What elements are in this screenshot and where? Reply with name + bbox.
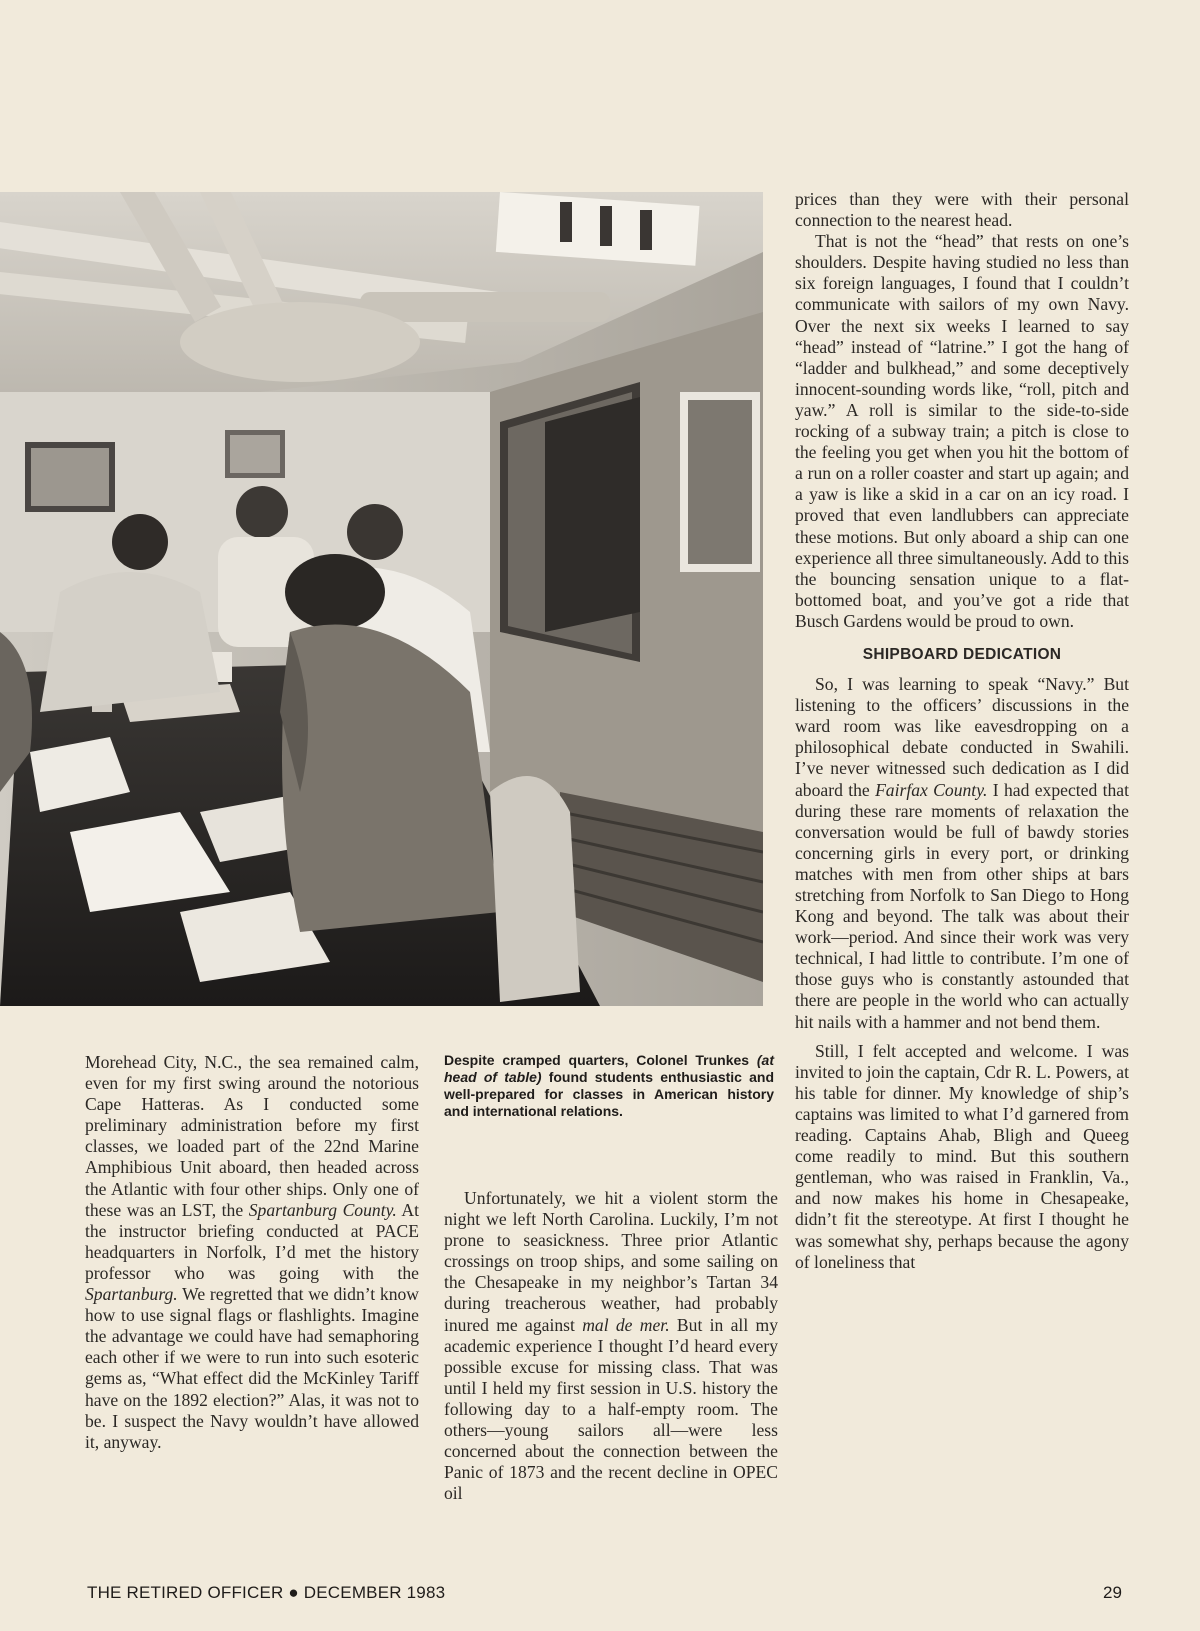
paragraph <box>444 1188 778 1504</box>
text-run: I had expected that during these rare moments of relaxation the conversation would be full of bawdy stories concerning girls in every port, or drinking matches with men from other ships at bars stretching from Norfolk to San Diego to Hong Kong and beyond. The talk was about their work—period. And since their work was very technical, I had little to contribute. I’m one of those guys who is constantly astounded that there are people in the world who can actually hit nails with a hammer and not bend them. <box>795 779 1129 1032</box>
ship-name: Spartanburg. <box>85 1284 178 1305</box>
photo-caption <box>444 1052 774 1120</box>
text-run: We regretted that we didn’t know how to use signal flags or flashlights. Imagine the advantage we could have had semaphoring each other if we were to run into such esoteric gems as, “What effect did the McKinley Tariff have on the 1892 election?” Alas, it was not to be. I suspect the Navy wouldn’t have allowed it, anyway. <box>85 1284 419 1452</box>
caption-rest: found students enthusiastic and well-prepared for classes in American history and international relations. <box>444 1069 774 1119</box>
photo-illustration <box>0 192 763 1006</box>
section-subhead: SHIPBOARD DEDICATION <box>862 645 1062 663</box>
foreign-phrase: mal de mer. <box>582 1314 670 1335</box>
text-run: So, I was learning to speak “Navy.” But listening to the officers’ discussions in the ward room was like eavesdropping on a philosophical debate conducted in Swahili. I’ve never witnessed such dedication as I did aboard the <box>795 674 1129 800</box>
text-run: At the instructor briefing conducted at PACE headquarters in Norfolk, I’d met the history professor who was going with the <box>85 1199 419 1283</box>
article-photo <box>0 192 763 1006</box>
ship-name: Spartanburg County. <box>248 1199 397 1220</box>
article-column-right <box>795 189 1129 1273</box>
paragraph <box>795 674 1129 1033</box>
text-run: But in all my academic experience I thought I’d heard every possible excuse for missing class. That was until I held my first session in U.S. history the following day to a half-empty room. The others—young sailors all—were less concerned about the connection between the Panic of 1873 and the recent decline in OPEC oil <box>444 1314 778 1504</box>
paragraph: That is not the “head” that rests on one’s shoulders. Despite having studied no less than six foreign languages, I found that I couldn’t communicate with sailors of my own Navy. Over the next six weeks I learned to say “head” instead of “latrine.” I got the hang of “ladder and bulkhead,” and some deceptively innocent-sounding words like, “roll, pitch and yaw.” A roll is similar to the side-to-side rocking of a subway train; a pitch is close to the feeling you get when you hit the bottom of a run on a roller coaster and start up again; and a yaw is like a skid in a car on an icy road. I proved that even landlubbers can appreciate these motions. But only aboard a ship can one experience all three simultaneously. Add to this the bouncing sensation unique to a flat-bottomed boat, and you’ve got a ride that Busch Gardens would be proud to own. <box>795 231 1129 631</box>
publication-footer: THE RETIRED OFFICER ● DECEMBER 1983 <box>87 1583 446 1602</box>
article-column-left <box>85 1052 419 1453</box>
caption-lead: Despite cramped quarters, Colonel Trunkes <box>444 1052 757 1068</box>
text-run: Morehead City, N.C., the sea remained calm, even for my first swing around the notorious Cape Hatteras. As I conducted some preliminary administration before my first classes, we loaded part of the 22nd Marine Amphibious Unit aboard, then headed across the Atlantic with four other ships. Only one of these was an LST, the <box>85 1052 419 1220</box>
paragraph: Still, I felt accepted and welcome. I was invited to join the captain, Cdr R. L. Powers, at his table for dinner. My knowledge of ship’s captains was limited to what I’d garnered from reading. Captains Ahab, Bligh and Queeg come readily to mind. But this southern gentleman, who was raised in Franklin, Va., and now makes his home in Chesapeake, didn’t fit the stereotype. At first I thought he was somewhat shy, perhaps because the agony of loneliness that <box>795 1040 1129 1272</box>
article-column-middle <box>444 1188 778 1504</box>
caption-italic: (at head of table) <box>444 1052 774 1085</box>
ship-name: Fairfax County. <box>875 779 988 800</box>
paragraph: prices than they were with their personal connection to the nearest head. <box>795 189 1129 231</box>
page-number: 29 <box>1103 1583 1122 1602</box>
text-run: Unfortunately, we hit a violent storm the night we left North Carolina. Luckily, I’m not prone to seasickness. Three prior Atlantic crossings on troop ships, and some sailing on the Chesapeake in my neighbor’s Tartan 34 during treacherous weather, had probably inured me against <box>444 1188 778 1335</box>
paragraph <box>85 1052 419 1453</box>
